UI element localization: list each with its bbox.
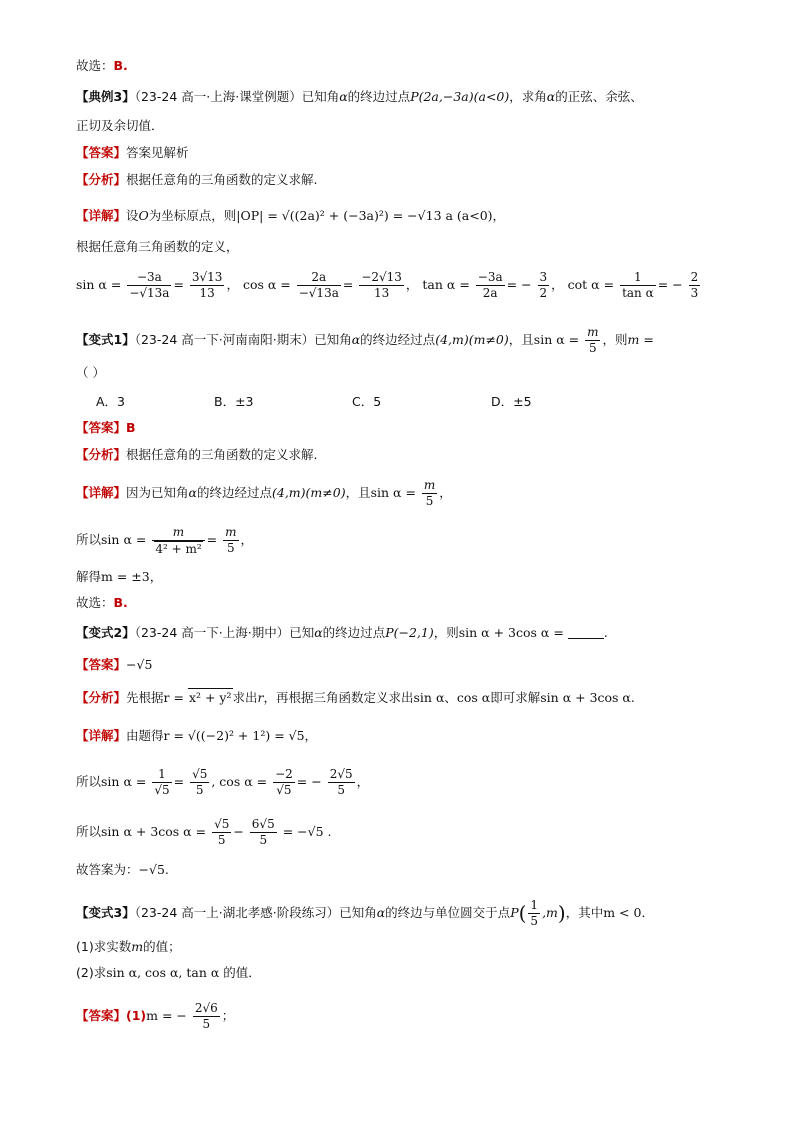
- sin-cos-line: 所以sin α = $\frac{1}{√5}$ = $\frac{√5}{5}$ , cos α = $\frac{-2}{√5}$ = − $\frac{2√5}{5}$ ，: [76, 767, 370, 797]
- analysis-line: 【分析】根据任意角的三角函数的定义求解.: [76, 447, 318, 462]
- definition-line: 根据任意角三角函数的定义，: [76, 239, 239, 254]
- example3-line2: 正切及余切值．: [76, 118, 164, 133]
- answer-line: 【答案】−√5: [76, 657, 153, 672]
- variant1-line1: 【变式1】（23-24 高一下·河南南阳·期末）已知角α的终边经过点(4,m)(m≠0)，且sin α = $\frac{m}{5}$ ，则m =: [76, 325, 654, 355]
- detail-line: 【详解】由题得r = √((−2)² + 1²) = √5，: [76, 728, 318, 743]
- detail-line: 【详解】因为已知角α的终边经过点(4,m)(m≠0)，且sin α = $\frac{m}{5}$ ，: [76, 478, 452, 508]
- variant3-line: 【变式3】（23-24 高一上·湖北孝感·阶段练习）已知角α的终边与单位圆交于点P( $\frac{1}{5}$ ,m)，其中m < 0．: [76, 898, 654, 928]
- option-a: A．3: [96, 394, 126, 409]
- choice-line: 故选：B.: [76, 58, 128, 73]
- detail-line: 【详解】设O为坐标原点，则|OP| = √((2a)² + (−3a)²) = −√13 a (a<0)，: [76, 208, 506, 223]
- example3-line1: 【典例3】（23-24 高一·上海·课堂例题）已知角α的终边过点P(2a,−3a)(a<0)，求角α的正弦、余弦、: [76, 89, 643, 104]
- answer-line: 【答案】B: [76, 420, 136, 435]
- sin-equation-line: 所以sin α = $\frac{m}{\text{4² + m²}}$ = $\frac{m}{5}$ ，: [76, 524, 254, 556]
- question1-line: (1)求实数m的值；: [76, 939, 181, 954]
- variant1-paren: （ ）: [76, 365, 105, 380]
- option-c: C．5: [352, 394, 382, 409]
- question2-line: (2)求sin α, cos α, tan α 的值．: [76, 965, 261, 980]
- answer-line: 【答案】答案见解析: [76, 145, 189, 160]
- answer-line: 【答案】(1)m = − $\frac{2√6}{5}$ ；: [76, 1001, 235, 1031]
- trig-values-line: sin α = $\frac{-3a}{-√13a}$ = $\frac{3√13}{13}$ ， cos α = $\frac{2a}{-√13a}$ = $\frac{-2√13}{13}$ ， tan α = $\frac{-3a}{2a}$ = − $\frac{3}{2}$ ， cot α = $\frac{1}{\text{tan α}}$ = − $\frac{2}{3}$: [76, 270, 699, 300]
- choice-line: 故选：B.: [76, 595, 128, 610]
- analysis-line: 【分析】先根据r = x² + y²求出r，再根据三角函数定义求出sin α、cos α即可求解sin α + 3cos α.: [76, 690, 635, 705]
- sum-line: 所以sin α + 3cos α = $\frac{√5}{5}$ − $\frac{6√5}{5}$ = −√5 .: [76, 817, 332, 847]
- final-answer-line: 故答案为：−√5.: [76, 862, 169, 877]
- solve-line: 解得m = ±3，: [76, 569, 163, 584]
- option-d: D．±5: [491, 394, 532, 409]
- analysis-line: 【分析】根据任意角的三角函数的定义求解.: [76, 172, 318, 187]
- option-b: B．±3: [214, 394, 254, 409]
- variant2-line: 【变式2】（23-24 高一下·上海·期中）已知α的终边过点P(−2,1)，则sin α + 3cos α = .: [76, 625, 608, 640]
